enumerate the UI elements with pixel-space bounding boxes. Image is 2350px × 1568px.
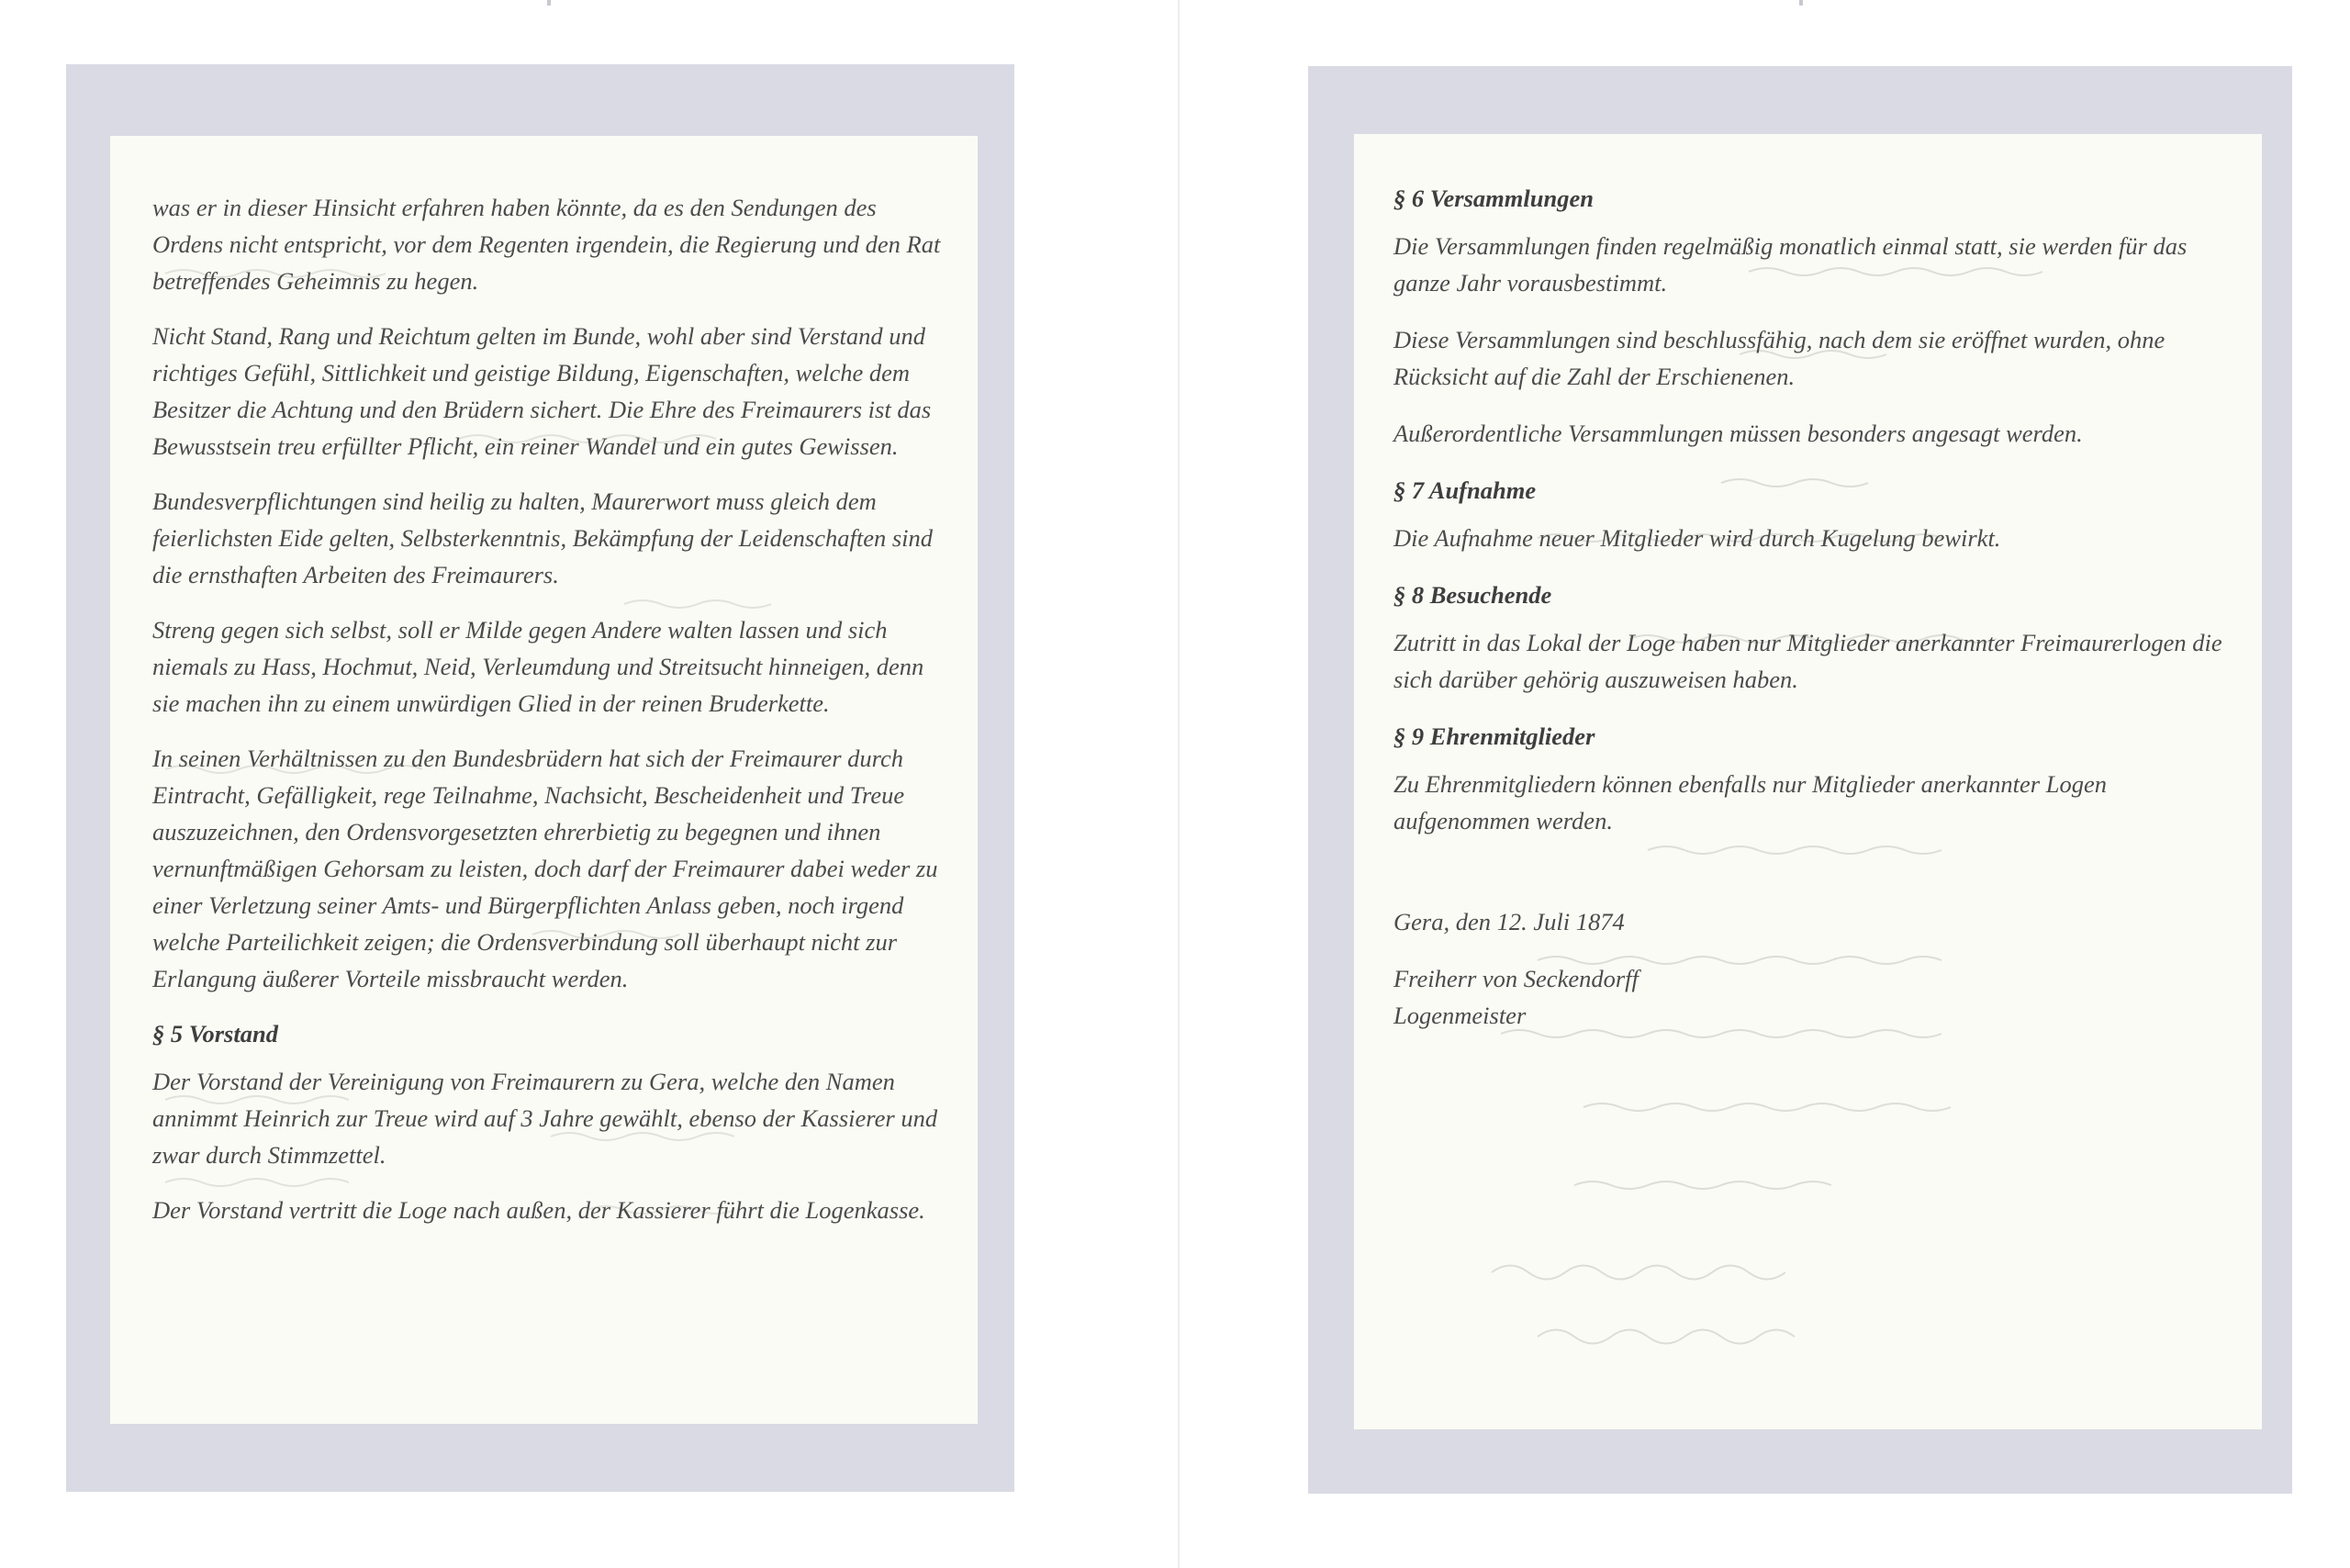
- paragraph-3: Bundesverpflichtungen sind heilig zu halten, Maurerwort muss gleich dem feierlichsten Eide gelten, Selbsterkenntnis, Bekämpfung der Leidenschaften sind die ernsthaften Arbeiten des Freimaurers.: [152, 487, 934, 588]
- section-5-heading: § 5 Vorstand: [152, 1020, 278, 1047]
- left-page: [110, 136, 978, 1424]
- section-6-heading: § 6 Versammlungen: [1393, 185, 1594, 212]
- paragraph-5: In seinen Verhältnissen zu den Bundesbrüdern hat sich der Freimaurer durch Eintracht, Gefälligkeit, rege Teilnahme, Nachsicht, Bescheidenheit und Treue auszuzeichnen, den Ordensvorgesetzten ehrerbietig zu begegnen und ihnen vernunftmäßigen Gehorsam zu leisten, doch darf der Freimaurer dabei weder zu einer Verletzung seiner Amts- und Bürgerpflichten Anlass geben, noch irgend welche Parteilichkeit zeigen; die Ordensverbindung soll überhaupt nicht zur Erlangung äußerer Vorteile missbraucht werden.: [152, 745, 938, 992]
- paragraph-1: was er in dieser Hinsicht erfahren haben könnte, da es den Sendungen des Ordens nicht entspricht, vor dem Regenten irgendein, die Regierung und den Rat betreffendes Geheimnis zu hegen.: [152, 194, 941, 295]
- section-5-paragraph-1: Der Vorstand der Vereinigung von Freimaurern zu Gera, welche den Namen annimmt Heinrich zur Treue wird auf 3 Jahre gewählt, ebenso der Kassierer und zwar durch Stimmzettel.: [152, 1068, 938, 1169]
- paragraph-4: Streng gegen sich selbst, soll er Milde gegen Andere walten lassen und sich niemals zu Hass, Hochmut, Neid, Verleumdung und Streitsucht hinneigen, denn sie machen ihn zu einem unwürdigen Glied in der reinen Bruderkette.: [152, 616, 924, 717]
- section-6-paragraph-1: Die Versammlungen finden regelmäßig monatlich einmal statt, sie werden für das ganze Jahr vorausbestimmt.: [1393, 232, 2188, 297]
- signer-title: Logenmeister: [1393, 1002, 1527, 1029]
- section-6-paragraph-2: Diese Versammlungen sind beschlussfähig, nach dem sie eröffnet wurden, ohne Rücksicht auf die Zahl der Erschienenen.: [1393, 326, 2165, 390]
- section-7-paragraph-1: Die Aufnahme neuer Mitglieder wird durch Kugelung bewirkt.: [1393, 524, 2001, 552]
- section-5-paragraph-2: Der Vorstand vertritt die Loge nach außen, der Kassierer führt die Logenkasse.: [152, 1196, 925, 1224]
- date-line: Gera, den 12. Juli 1874: [1393, 908, 1625, 935]
- page-gutter: [1178, 0, 1180, 1568]
- left-page-mark: [547, 0, 551, 6]
- section-8-heading: § 8 Besuchende: [1393, 581, 1552, 609]
- section-9-paragraph-1: Zu Ehrenmitgliedern können ebenfalls nur Mitglieder anerkannter Logen aufgenommen werden.: [1393, 770, 2107, 834]
- section-8-paragraph-1: Zutritt in das Lokal der Loge haben nur Mitglieder anerkannter Freimaurerlogen die sich darüber gehörig auszuweisen haben.: [1393, 629, 2222, 693]
- right-page-text: [1393, 180, 2225, 1034]
- section-7-heading: § 7 Aufnahme: [1393, 476, 1537, 504]
- right-page-mark: [1799, 0, 1803, 6]
- signer-name: Freiherr von Seckendorff: [1393, 965, 1639, 992]
- left-page-text: [152, 189, 941, 1228]
- paragraph-2: Nicht Stand, Rang und Reichtum gelten im Bunde, wohl aber sind Verstand und richtiges Gefühl, Sittlichkeit und geistige Bildung, Eigenschaften, welche dem Besitzer die Achtung und den Brüdern sichert. Die Ehre des Freimaurers ist das Bewusstsein treu erfüllter Pflicht, ein reiner Wandel und ein gutes Gewissen.: [152, 322, 932, 460]
- section-6-paragraph-3: Außerordentliche Versammlungen müssen besonders angesagt werden.: [1393, 420, 2083, 447]
- section-9-heading: § 9 Ehrenmitglieder: [1393, 722, 1595, 750]
- right-page: [1354, 134, 2262, 1429]
